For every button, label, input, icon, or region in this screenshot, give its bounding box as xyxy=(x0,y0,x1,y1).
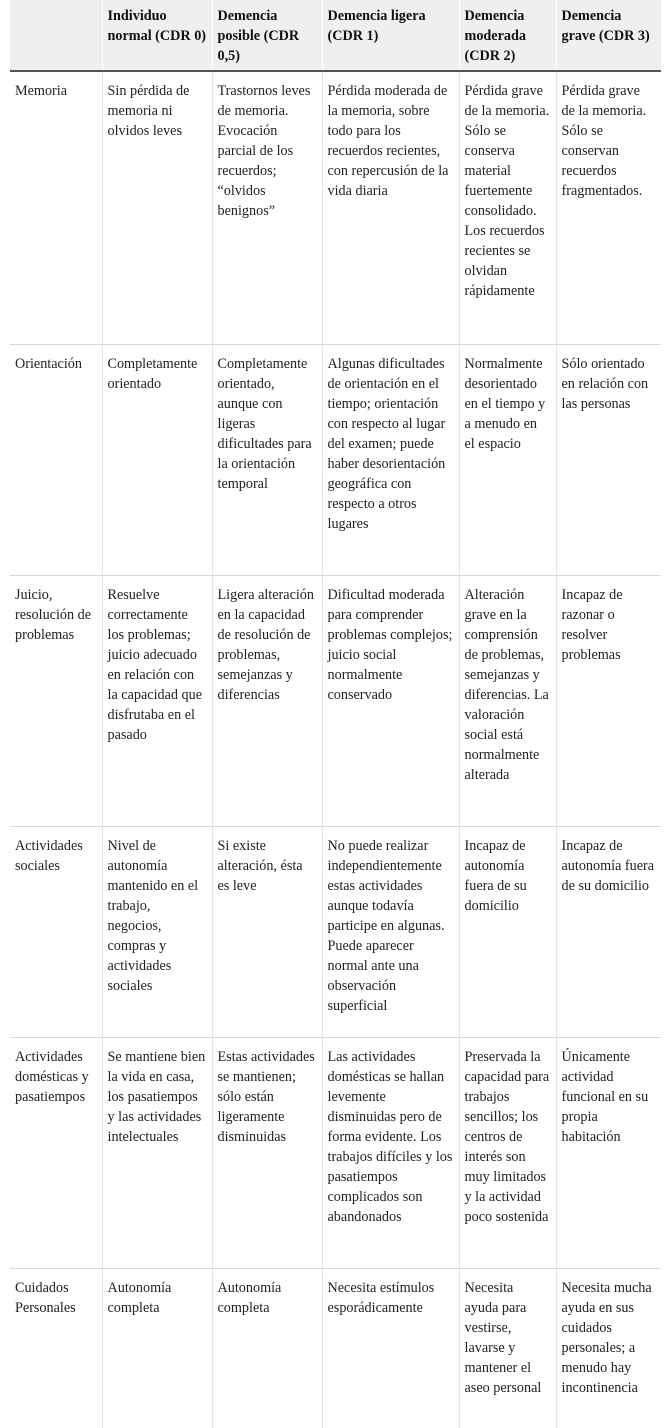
table-cell: Incapaz de autonomía fuera de su domicilio xyxy=(556,826,661,1037)
header-cell-moderada: Demencia moderada (CDR 2) xyxy=(459,0,556,71)
table-row-cuidados-personales xyxy=(10,1268,661,1428)
table-row-memoria xyxy=(10,71,661,344)
cdr-table xyxy=(10,0,661,1428)
table-cell: Necesita ayuda para vestirse, lavarse y mantener el aseo personal xyxy=(459,1268,556,1428)
row-label: Actividades domésticas y pasatiempos xyxy=(10,1037,102,1268)
row-label: Juicio, resolución de problemas xyxy=(10,575,102,826)
table-cell: No puede realizar independientemente estas actividades aunque todavía participe en algunas. Puede aparecer normal ante una observación superficial xyxy=(322,826,459,1037)
header-cell-ligera: Demencia ligera (CDR 1) xyxy=(322,0,459,71)
table-cell: Si existe alteración, ésta es leve xyxy=(212,826,322,1037)
row-label: Cuidados Personales xyxy=(10,1268,102,1428)
table-cell: Incapaz de autonomía fuera de su domicilio xyxy=(459,826,556,1037)
table-cell: Autonomía completa xyxy=(212,1268,322,1428)
table-cell: Trastornos leves de memoria. Evocación parcial de los recuerdos; “olvidos benignos” xyxy=(212,71,322,344)
table-cell: Únicamente actividad funcional en su propia habitación xyxy=(556,1037,661,1268)
table-cell: Autonomía completa xyxy=(102,1268,212,1428)
header-cell-empty xyxy=(10,0,102,71)
table-cell: Necesita estímulos esporádicamente xyxy=(322,1268,459,1428)
table-cell: Completamente orientado xyxy=(102,344,212,575)
table-cell: Ligera alteración en la capacidad de resolución de problemas, semejanzas y diferencias xyxy=(212,575,322,826)
table-cell: Sólo orientado en relación con las personas xyxy=(556,344,661,575)
header-cell-normal: Individuo normal (CDR 0) xyxy=(102,0,212,71)
table-cell: Completamente orientado, aunque con ligeras dificultades para la orientación temporal xyxy=(212,344,322,575)
table-cell: Incapaz de razonar o resolver problemas xyxy=(556,575,661,826)
table-cell: Las actividades domésticas se hallan levemente disminuidas pero de forma evidente. Los trabajos difíciles y los pasatiempos complicados son abandonados xyxy=(322,1037,459,1268)
table-cell: Pérdida grave de la memoria. Sólo se conserva material fuertemente consolidado. Los recuerdos recientes se olvidan rápidamente xyxy=(459,71,556,344)
table-cell: Sin pérdida de memoria ni olvidos leves xyxy=(102,71,212,344)
table-cell: Nivel de autonomía mantenido en el trabajo, negocios, compras y actividades sociales xyxy=(102,826,212,1037)
table-cell: Alteración grave en la comprensión de problemas, semejanzas y diferencias. La valoración social está normalmente alterada xyxy=(459,575,556,826)
table-cell: Preservada la capacidad para trabajos sencillos; los centros de interés son muy limitados y la actividad poco sostenida xyxy=(459,1037,556,1268)
header-row xyxy=(10,0,661,71)
table-cell: Resuelve correctamente los problemas; juicio adecuado en relación con la capacidad que disfrutaba en el pasado xyxy=(102,575,212,826)
table-cell: Pérdida moderada de la memoria, sobre todo para los recuerdos recientes, con repercusión de la vida diaria xyxy=(322,71,459,344)
row-label: Actividades sociales xyxy=(10,826,102,1037)
table-cell: Normalmente desorientado en el tiempo y a menudo en el espacio xyxy=(459,344,556,575)
table-row-juicio xyxy=(10,575,661,826)
table-cell: Necesita mucha ayuda en sus cuidados personales; a menudo hay incontinencia xyxy=(561,1279,652,1396)
row-label: Memoria xyxy=(10,71,102,344)
header-cell-posible: Demencia posible (CDR 0,5) xyxy=(212,0,322,71)
table-cell: Se mantiene bien la vida en casa, los pasatiempos y las actividades intelectuales xyxy=(102,1037,212,1268)
table-cell: Algunas dificultades de orientación en el tiempo; orientación con respecto al lugar del examen; puede haber desorientación geográfica con respecto a otros lugares xyxy=(322,344,459,575)
table-cell: Dificultad moderada para comprender problemas complejos; juicio social normalmente conservado xyxy=(322,575,459,826)
row-label: Orientación xyxy=(10,344,102,575)
header-cell-grave: Demencia grave (CDR 3) xyxy=(556,0,661,71)
table-cell: Estas actividades se mantienen; sólo están ligeramente disminuidas xyxy=(212,1037,322,1268)
table-cell: Pérdida grave de la memoria. Sólo se conservan recuerdos fragmentados. xyxy=(556,71,661,344)
table-row-actividades-sociales xyxy=(10,826,661,1037)
table-row-orientacion xyxy=(10,344,661,575)
table-row-actividades-domesticas xyxy=(10,1037,661,1268)
